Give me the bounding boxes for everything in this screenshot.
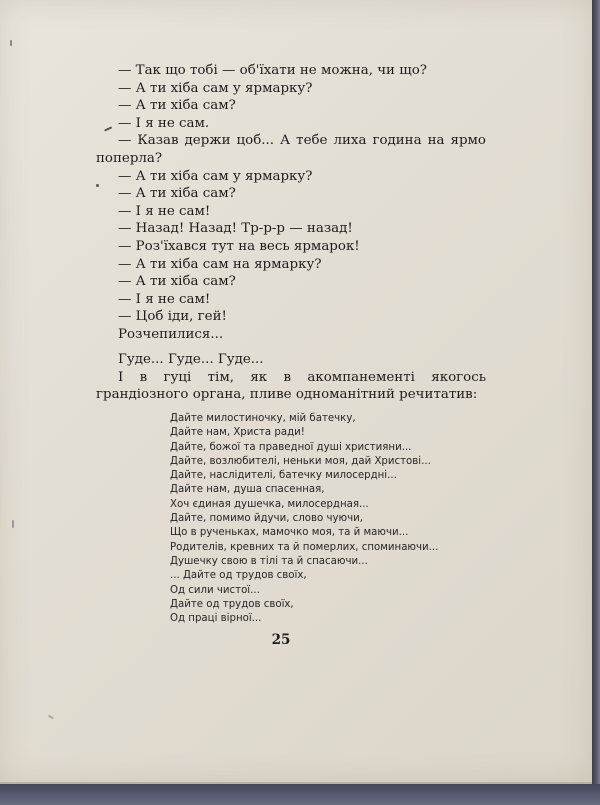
narrative-block [96, 351, 486, 404]
dialogue-line: — Цоб іди, гей! [118, 309, 227, 325]
verse-line: Дайте, возлюбителі, неньки моя, дай Христові... [170, 455, 431, 467]
verse-line: Дайте милостиночку, мій батечку, [170, 413, 356, 424]
margin-dot-mark [96, 184, 99, 187]
verse-line: Дайте од трудов своїх, [170, 598, 294, 610]
dialogue-line: — А ти хіба сам на ярмарку? [118, 256, 322, 272]
dialogue-line: — А ти хіба сам? [118, 274, 236, 290]
dialogue-line: — Казав держи цоб... А тебе лиха година на ярмо поперла? [96, 133, 486, 166]
verse-line: Дайте, божої та праведної душі християни... [170, 441, 412, 453]
verse-block [170, 412, 470, 626]
verse-line: Дайте, помимо йдучи, слово чуючи, [170, 513, 363, 525]
dialogue-line: — Назад! Назад! Тр-р-р — назад! [118, 221, 353, 237]
margin-tick-mark [48, 715, 54, 719]
verse-line: Родителів, кревних та й померлих, споминаючи... [170, 541, 439, 553]
verse-line: Дайте нам, Христа ради! [170, 427, 305, 439]
margin-tick-mark [12, 520, 14, 528]
dialogue-line: — А ти хіба сам у ярмарку? [118, 80, 313, 96]
verse-line: Хоч єдиная душечка, милосердная... [170, 498, 369, 510]
narrative-heading-line: Гуде... Гуде... Гуде... [118, 352, 264, 367]
dialogue-line: — І я не сам. [118, 115, 210, 131]
dialogue-line: — Роз'їхався тут на весь ярмарок! [118, 238, 360, 254]
narrative-paragraph: І в гуці тім, як в акомпанементі якогось грандіозного органа, пливе одноманітний речитатив: [96, 369, 486, 403]
dialogue-line: Розчепилися... [118, 326, 224, 342]
verse-line: Що в рученьках, мамочко моя, та й маючи... [170, 527, 409, 539]
dialogue-line: — І я не сам! [118, 291, 211, 307]
scan-bottom-edge [0, 784, 600, 805]
verse-line: ... Дайте од трудов своїх, [170, 570, 307, 582]
verse-line: Дайте, наслідителі, батечку милосердні... [170, 470, 397, 482]
dialogue-block [96, 62, 486, 344]
dialogue-line: — І я не сам! [118, 203, 211, 219]
dialogue-line: — А ти хіба сам? [118, 186, 236, 202]
dialogue-line: — А ти хіба сам у ярмарку? [118, 168, 313, 184]
verse-line: Од сили чистої... [170, 584, 260, 596]
verse-line: Душечку свою в тілі та й спасаючи... [170, 555, 368, 567]
verse-line: Од праці вірної... [170, 613, 262, 625]
book-spine-shadow [592, 0, 600, 805]
verse-line: Дайте нам, душа спасенная, [170, 484, 325, 496]
page-number: 25 [271, 632, 291, 648]
dialogue-line: — А ти хіба сам? [118, 98, 236, 114]
dialogue-line: — Так що тобі — об'їхати не можна, чи що? [118, 63, 427, 78]
margin-tick-mark [10, 40, 12, 46]
